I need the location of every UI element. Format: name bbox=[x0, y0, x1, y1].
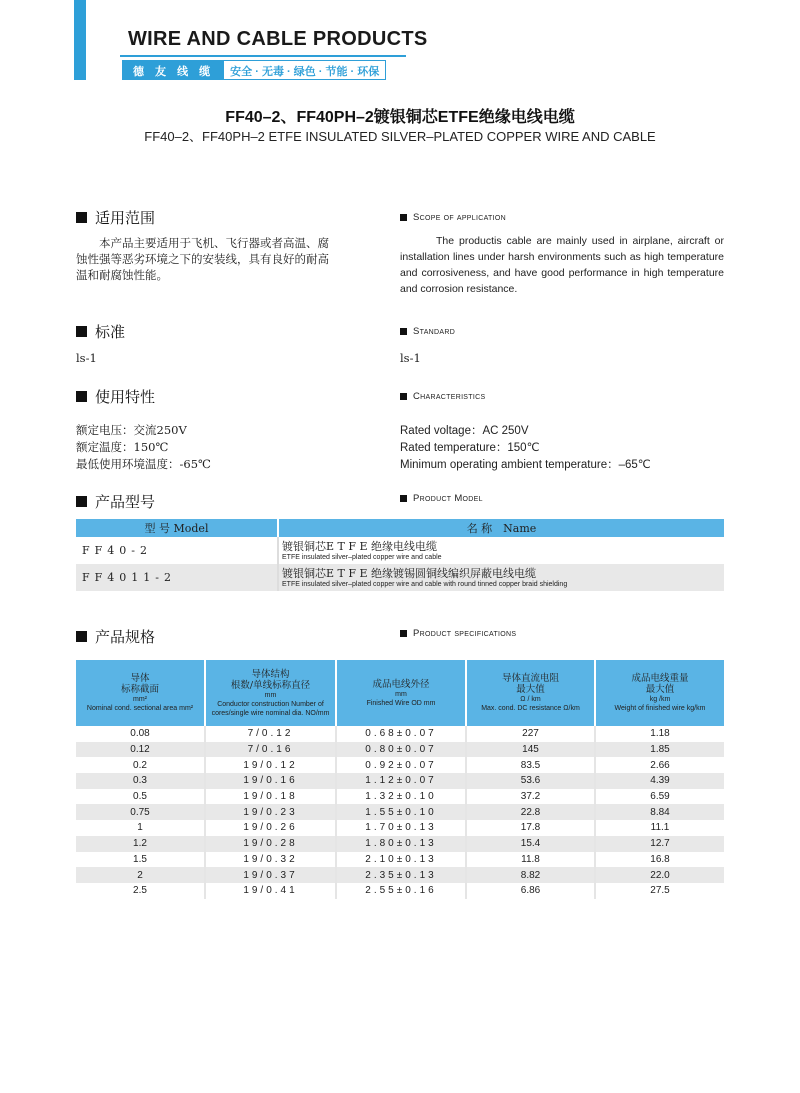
name-column-header: 名 称 Name bbox=[278, 519, 724, 537]
od-cell: 0.68±0.07 bbox=[336, 726, 466, 742]
od-cell: 0.92±0.07 bbox=[336, 757, 466, 773]
model-name bbox=[278, 564, 724, 591]
rated-temperature-en: Rated temperature：150℃ bbox=[400, 442, 540, 454]
table-row bbox=[76, 867, 724, 883]
area-cell: 0.3 bbox=[76, 773, 205, 789]
table-row bbox=[76, 564, 724, 591]
table-row bbox=[76, 537, 724, 564]
standard-value-en: ls-1 bbox=[400, 351, 421, 365]
od-column-header: 成品电线外径 mm Finished Wire OD mm bbox=[336, 660, 466, 726]
resistance-cell: 8.82 bbox=[466, 867, 595, 883]
weight-column-header: 成品电线重量 最大值 kg /km Weight of finished wire kg/km bbox=[595, 660, 724, 726]
weight-cell: 6.59 bbox=[595, 789, 724, 805]
square-bullet-icon bbox=[76, 496, 87, 507]
od-cell: 2.35±0.13 bbox=[336, 867, 466, 883]
resistance-cell: 145 bbox=[466, 742, 595, 758]
weight-cell: 12.7 bbox=[595, 836, 724, 852]
header-accent-bar bbox=[74, 0, 86, 80]
brand-title: WIRE AND CABLE PRODUCTS bbox=[128, 28, 428, 50]
structure-cell: 7/0.16 bbox=[205, 742, 336, 758]
scope-heading-cn: 适用范围 bbox=[76, 207, 155, 228]
square-bullet-icon bbox=[400, 630, 407, 637]
resistance-cell: 37.2 bbox=[466, 789, 595, 805]
table-row bbox=[76, 852, 724, 868]
min-temperature-en: Minimum operating ambient temperature：–65℃ bbox=[400, 459, 651, 471]
brand-rule bbox=[120, 55, 406, 57]
area-cell: 0.08 bbox=[76, 726, 205, 742]
structure-cell: 19/0.41 bbox=[205, 883, 336, 899]
structure-cell: 19/0.32 bbox=[205, 852, 336, 868]
weight-cell: 1.18 bbox=[595, 726, 724, 742]
spec-table bbox=[76, 660, 724, 899]
resistance-cell: 83.5 bbox=[466, 757, 595, 773]
specs-heading-en: Product specifications bbox=[400, 628, 516, 639]
scope-heading-en: Scope of application bbox=[400, 212, 506, 223]
area-cell: 0.5 bbox=[76, 789, 205, 805]
area-cell: 2 bbox=[76, 867, 205, 883]
resistance-cell: 53.6 bbox=[466, 773, 595, 789]
model-code: FF4011-2 bbox=[76, 564, 278, 591]
model-code: FF40-2 bbox=[76, 537, 278, 564]
area-cell: 1.2 bbox=[76, 836, 205, 852]
min-temperature-cn: 最低使用环境温度：-65℃ bbox=[76, 457, 211, 471]
od-cell: 0.80±0.07 bbox=[336, 742, 466, 758]
area-cell: 1 bbox=[76, 820, 205, 836]
scope-text-en: The productis cable are mainly used in airplane, aircraft or installation lines under harsh environments such as high temperature and corrosiveness, and have good performance in high temperature and corrosion resistance. bbox=[400, 235, 724, 295]
resistance-cell: 11.8 bbox=[466, 852, 595, 868]
scope-text-cn: 本产品主要适用于飞机、飞行器或者高温、腐蚀性强等恶劣环境之下的安装线，具有良好的耐高温和耐腐蚀性能。 bbox=[76, 236, 329, 282]
table-row bbox=[76, 726, 724, 742]
model-name-en: ETFE insulated silver–plated copper wire and cable bbox=[282, 553, 442, 561]
rated-temperature-cn: 额定温度：150℃ bbox=[76, 440, 169, 454]
weight-cell: 16.8 bbox=[595, 852, 724, 868]
specs-heading-cn: 产品规格 bbox=[76, 626, 155, 647]
od-cell: 1.80±0.13 bbox=[336, 836, 466, 852]
resistance-cell: 17.8 bbox=[466, 820, 595, 836]
model-column-header: 型 号 Model bbox=[76, 519, 278, 537]
product-title-en: FF40–2、FF40PH–2 ETFE INSULATED SILVER–PLATED COPPER WIRE AND CABLE bbox=[144, 129, 656, 144]
area-column-header: 导体 标称截面 mm² Nominal cond. sectional area mm² bbox=[76, 660, 205, 726]
rated-voltage-en: Rated voltage：AC 250V bbox=[400, 425, 529, 437]
od-cell: 2.10±0.13 bbox=[336, 852, 466, 868]
resistance-cell: 6.86 bbox=[466, 883, 595, 899]
characteristics-heading-cn: 使用特性 bbox=[76, 386, 155, 407]
structure-cell: 19/0.23 bbox=[205, 804, 336, 820]
slogan-box bbox=[122, 60, 386, 80]
weight-cell: 27.5 bbox=[595, 883, 724, 899]
model-name-cn: 镀银铜芯E T F E 绝缘电线电缆 bbox=[282, 539, 438, 553]
od-cell: 1.55±0.10 bbox=[336, 804, 466, 820]
weight-cell: 4.39 bbox=[595, 773, 724, 789]
structure-cell: 19/0.37 bbox=[205, 867, 336, 883]
spec-table-header bbox=[76, 660, 724, 726]
square-bullet-icon bbox=[76, 212, 87, 223]
weight-cell: 1.85 bbox=[595, 742, 724, 758]
structure-cell: 19/0.12 bbox=[205, 757, 336, 773]
weight-cell: 11.1 bbox=[595, 820, 724, 836]
area-cell: 0.2 bbox=[76, 757, 205, 773]
structure-column-header: 导体结构 根数/单线标称直径 mm Conductor construction Number of cores/single wire nominal dia. NO/mm bbox=[205, 660, 336, 726]
square-bullet-icon bbox=[400, 214, 407, 221]
square-bullet-icon bbox=[76, 631, 87, 642]
od-cell: 2.55±0.16 bbox=[336, 883, 466, 899]
square-bullet-icon bbox=[76, 326, 87, 337]
square-bullet-icon bbox=[400, 393, 407, 400]
weight-cell: 8.84 bbox=[595, 804, 724, 820]
area-cell: 0.75 bbox=[76, 804, 205, 820]
resistance-column-header: 导体直流电阻 最大值 Ω / km Max. cond. DC resistance Ω/km bbox=[466, 660, 595, 726]
model-heading-en: Product Model bbox=[400, 493, 483, 504]
table-row bbox=[76, 773, 724, 789]
area-cell: 1.5 bbox=[76, 852, 205, 868]
model-table-header bbox=[76, 519, 724, 537]
weight-cell: 2.66 bbox=[595, 757, 724, 773]
model-name-cn: 镀银铜芯E T F E 绝缘镀锡圆铜线编织屏蔽电线电缆 bbox=[282, 566, 537, 580]
area-cell: 2.5 bbox=[76, 883, 205, 899]
standard-heading-cn: 标准 bbox=[76, 321, 125, 342]
square-bullet-icon bbox=[76, 391, 87, 402]
structure-cell: 19/0.18 bbox=[205, 789, 336, 805]
resistance-cell: 227 bbox=[466, 726, 595, 742]
table-row bbox=[76, 804, 724, 820]
standard-heading-en: Standard bbox=[400, 326, 455, 337]
structure-cell: 19/0.26 bbox=[205, 820, 336, 836]
table-row bbox=[76, 883, 724, 899]
table-row bbox=[76, 836, 724, 852]
table-row bbox=[76, 820, 724, 836]
weight-cell: 22.0 bbox=[595, 867, 724, 883]
model-table bbox=[76, 519, 724, 591]
table-row bbox=[76, 789, 724, 805]
brand-slogan: 安全 · 无毒 · 绿色 · 节能 · 环保 bbox=[230, 66, 380, 78]
structure-cell: 7/0.12 bbox=[205, 726, 336, 742]
table-row bbox=[76, 742, 724, 758]
model-name bbox=[278, 537, 724, 564]
characteristics-heading-en: Characteristics bbox=[400, 391, 485, 402]
od-cell: 1.12±0.07 bbox=[336, 773, 466, 789]
rated-voltage-cn: 额定电压：交流250V bbox=[76, 423, 187, 437]
product-title-cn: FF40–2、FF40PH–2镀银铜芯ETFE绝缘电线电缆 bbox=[225, 109, 575, 126]
table-row bbox=[76, 757, 724, 773]
model-heading-cn: 产品型号 bbox=[76, 491, 155, 512]
resistance-cell: 22.8 bbox=[466, 804, 595, 820]
structure-cell: 19/0.28 bbox=[205, 836, 336, 852]
resistance-cell: 15.4 bbox=[466, 836, 595, 852]
od-cell: 1.70±0.13 bbox=[336, 820, 466, 836]
model-name-en: ETFE insulated silver–plated copper wire and cable with round tinned copper braid shielding bbox=[282, 580, 568, 588]
structure-cell: 19/0.16 bbox=[205, 773, 336, 789]
square-bullet-icon bbox=[400, 328, 407, 335]
square-bullet-icon bbox=[400, 495, 407, 502]
brand-name: 德 友 线 缆 bbox=[123, 61, 224, 79]
standard-value-cn: ls-1 bbox=[76, 351, 97, 365]
area-cell: 0.12 bbox=[76, 742, 205, 758]
od-cell: 1.32±0.10 bbox=[336, 789, 466, 805]
